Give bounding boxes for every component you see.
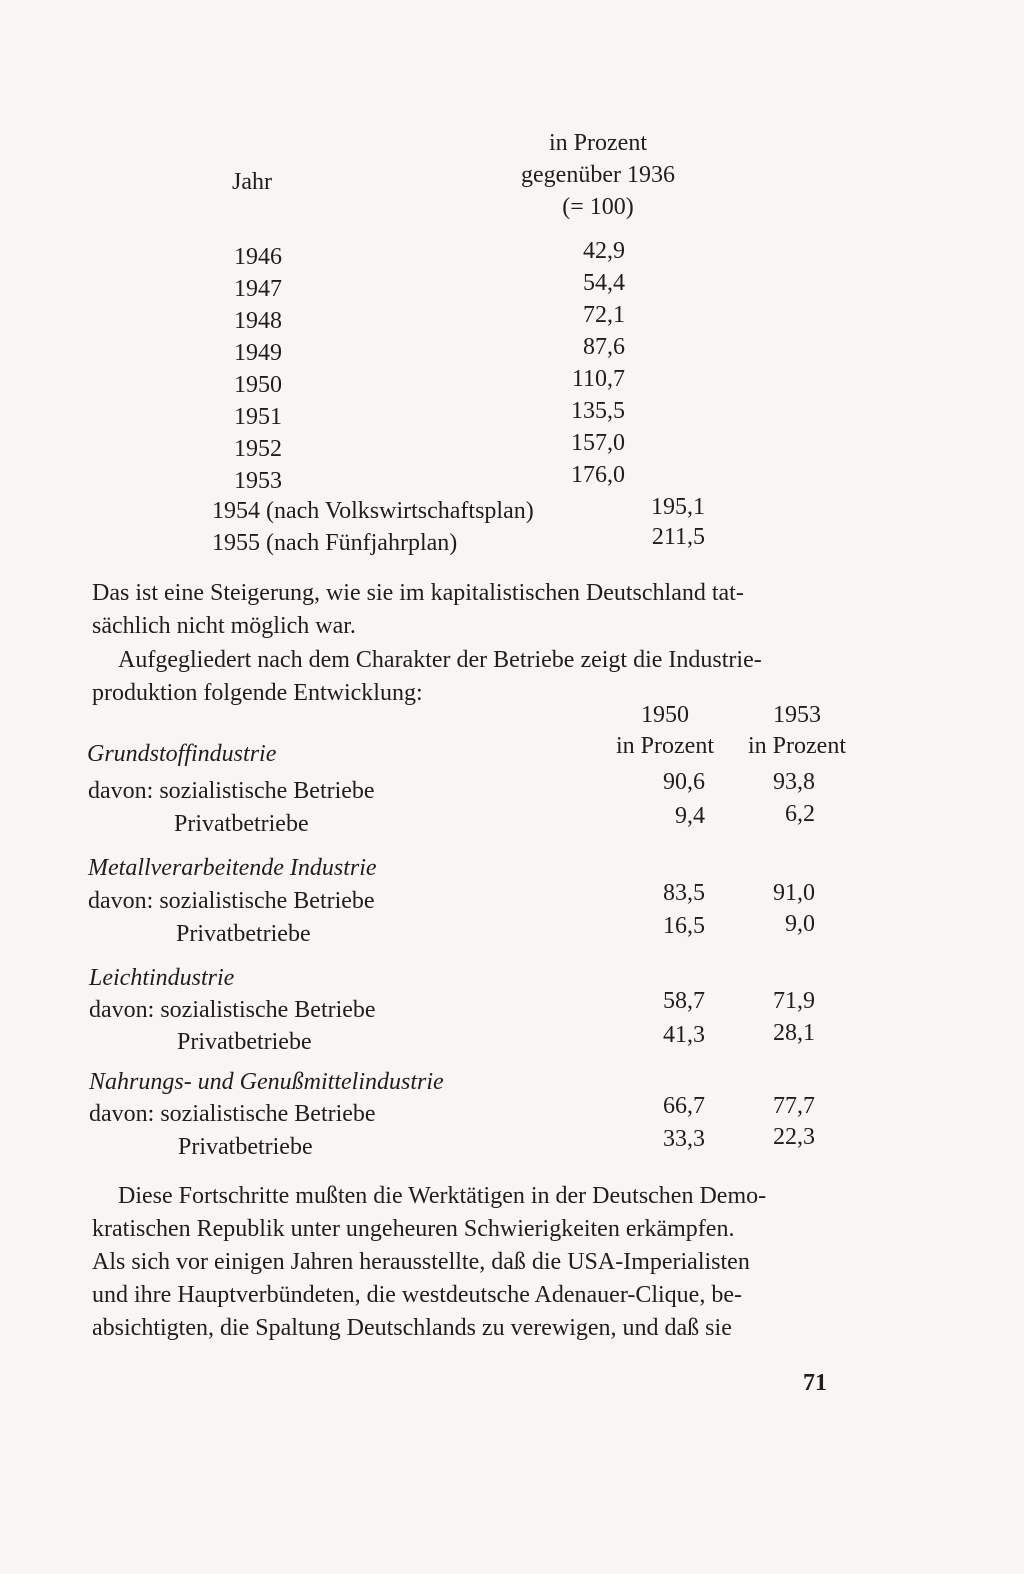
table1-row-value: 176,0 [571, 462, 625, 488]
table2-value-1953: 93,8 [773, 769, 815, 795]
text-line: Als sich vor einigen Jahren herausstellte, daß die USA-Imperialisten [92, 1249, 750, 1275]
table2-header-unit-1950: in Prozent [616, 733, 714, 759]
table2-row-label: davon: sozialistische Betriebe [88, 778, 375, 804]
page-number: 71 [803, 1370, 827, 1396]
table1-row-year: 1951 [234, 404, 282, 430]
text-line: produktion folgende Entwicklung: [92, 680, 423, 706]
table2-header-year-1950: 1950 [641, 702, 689, 728]
table2-value-1950: 58,7 [663, 988, 705, 1014]
table1-row-year: 1946 [234, 244, 282, 270]
table1-row-value: 135,5 [571, 398, 625, 424]
table2-value-1953: 28,1 [773, 1020, 815, 1046]
paragraph-2 [92, 644, 862, 710]
table2-value-1953: 9,0 [785, 911, 815, 937]
table1-row-year: 1953 [234, 468, 282, 494]
text-line: absichtigten, die Spaltung Deutschlands zu verewigen, und daß sie [92, 1315, 732, 1341]
text-line: Das ist eine Steigerung, wie sie im kapitalistischen Deutschland tat- [92, 580, 744, 606]
table2-value-1953: 6,2 [785, 801, 815, 827]
table1-row-value: 54,4 [583, 270, 625, 296]
table2-row-label: davon: sozialistische Betriebe [89, 1101, 376, 1127]
paragraph-3 [92, 1180, 862, 1345]
table2-value-1950: 33,3 [663, 1126, 705, 1152]
table2-group-title: Nahrungs- und Genußmittelindustrie [89, 1069, 444, 1095]
text-line: und ihre Hauptverbündeten, die westdeutsche Adenauer-Clique, be- [92, 1282, 742, 1308]
table2-row-label: davon: sozialistische Betriebe [89, 997, 376, 1023]
table2-value-1953: 77,7 [773, 1093, 815, 1119]
table1-row-value: 110,7 [571, 366, 625, 392]
table1-year-header: Jahr [232, 169, 272, 195]
table1-value-header-line1: in Prozent [549, 130, 647, 156]
table2-group-title: Metallverarbeitende Industrie [88, 855, 377, 881]
table2-row-label: davon: sozialistische Betriebe [88, 888, 375, 914]
table1-plan-label: 1955 (nach Fünfjahrplan) [212, 530, 458, 556]
table2-row-label: Privatbetriebe [176, 921, 311, 947]
table2-group-title: Grundstoffindustrie [87, 741, 277, 767]
table2-row-label: Privatbetriebe [177, 1029, 312, 1055]
table2-value-1950: 66,7 [663, 1093, 705, 1119]
table2-value-1950: 9,4 [675, 803, 705, 829]
table2-value-1950: 16,5 [663, 913, 705, 939]
table1-row-value: 157,0 [571, 430, 625, 456]
paragraph-1 [92, 577, 862, 643]
table2-value-1953: 91,0 [773, 880, 815, 906]
table2-value-1953: 22,3 [773, 1124, 815, 1150]
table2-row-label: Privatbetriebe [178, 1134, 313, 1160]
table1-plan-value: 195,1 [651, 494, 705, 520]
text-line: Aufgegliedert nach dem Charakter der Betriebe zeigt die Industrie- [118, 647, 762, 673]
text-line: sächlich nicht möglich war. [92, 613, 356, 639]
text-line: Diese Fortschritte mußten die Werktätigen in der Deutschen Demo- [118, 1183, 767, 1209]
table2-value-1950: 90,6 [663, 769, 705, 795]
table1-row-year: 1948 [234, 308, 282, 334]
table1-value-header-line2: gegenüber 1936 [521, 162, 675, 188]
table2-value-1953: 71,9 [773, 988, 815, 1014]
table1-row-year: 1947 [234, 276, 282, 302]
table1-value-header-line3: (= 100) [562, 194, 634, 220]
table1-row-value: 87,6 [583, 334, 625, 360]
table1-row-value: 42,9 [583, 238, 625, 264]
table2-group-title: Leichtindustrie [89, 965, 235, 991]
table1-plan-label: 1954 (nach Volkswirtschaftsplan) [212, 498, 534, 524]
table1-row-year: 1950 [234, 372, 282, 398]
table2-value-1950: 41,3 [663, 1022, 705, 1048]
table2-value-1950: 83,5 [663, 880, 705, 906]
table2-header-year-1953: 1953 [773, 702, 821, 728]
table1-plan-value: 211,5 [651, 524, 705, 550]
table2-header-unit-1953: in Prozent [748, 733, 846, 759]
table1-row-year: 1949 [234, 340, 282, 366]
table2-row-label: Privatbetriebe [174, 811, 309, 837]
table1-row-value: 72,1 [583, 302, 625, 328]
text-line: kratischen Republik unter ungeheuren Schwierigkeiten erkämpfen. [92, 1216, 735, 1242]
table1-row-year: 1952 [234, 436, 282, 462]
